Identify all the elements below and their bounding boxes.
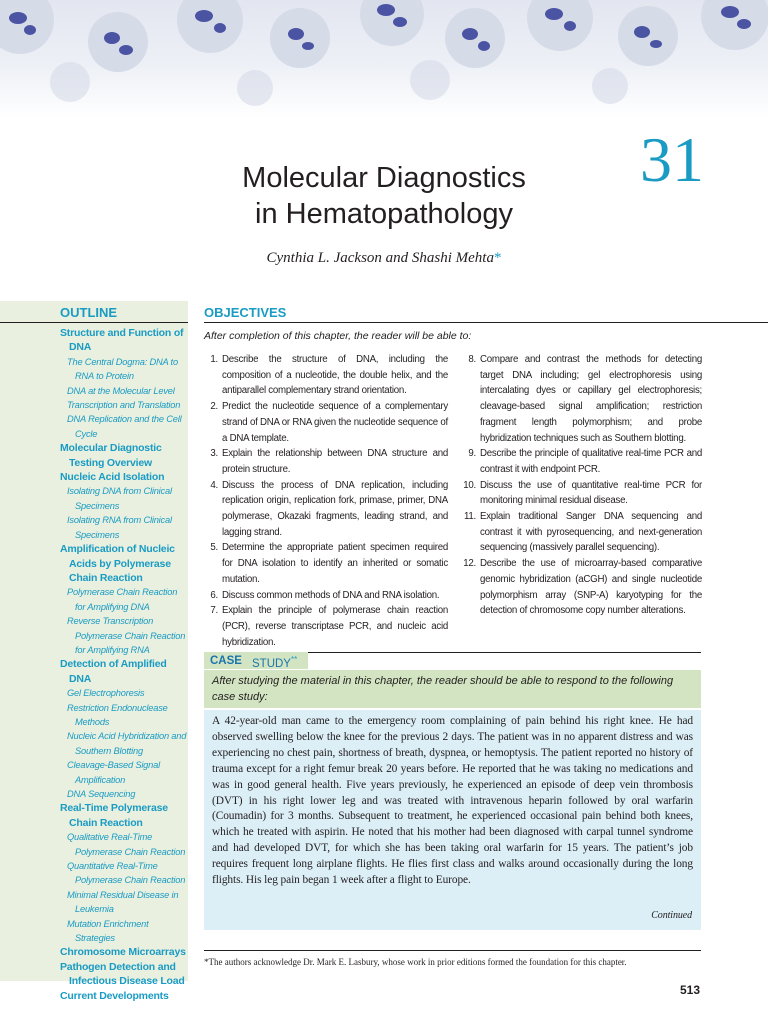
- outline-section: Amplification of Nucleic Acids by Polymerase Chain Reaction: [60, 543, 175, 584]
- chapter-authors: [224, 250, 544, 267]
- author-names: Cynthia L. Jackson and Shashi Mehta: [266, 250, 494, 266]
- objectives-right-column: [458, 352, 702, 619]
- objective-number: 5.: [210, 542, 218, 554]
- blood-cell-banner: [0, 0, 768, 118]
- objective-text: Compare and contrast the methods for detecting target DNA including; gel electrophoresis using intercalating dyes or capillary gel electrophoresis; cleavage-based signal amplification; restriction fragment length polymorphism; and probe hybridization techniques such as Southern blotting.: [480, 354, 702, 444]
- footnote: *The authors acknowledge Dr. Mark E. Lasbury, whose work in prior editions formed the foundation for this chapter.: [204, 957, 627, 967]
- objective-text: Describe the structure of DNA, including the composition of a nucleotide, the double helix, and the antiparallel complementary strand orientation.: [222, 354, 448, 397]
- objective-text: Discuss common methods of DNA and RNA isolation.: [222, 589, 440, 601]
- outline-subsection: Reverse Transcription Polymerase Chain Reaction for Amplifying RNA: [67, 616, 186, 655]
- author-footnote-mark: *: [493, 250, 502, 266]
- outline-subsection: The Central Dogma: DNA to RNA to Protein: [67, 356, 178, 382]
- outline-subsection: Quantitative Real-Time Polymerase Chain Reaction: [67, 861, 186, 886]
- objective-number: 6.: [210, 589, 218, 601]
- objective-number: 4.: [210, 479, 218, 491]
- objective-text: Discuss the use of quantitative real-time PCR for monitoring minimal residual disease.: [480, 479, 702, 507]
- objective-item: [200, 540, 448, 587]
- objective-text: Explain the principle of polymerase chain reaction (PCR), reverse transcriptase PCR, and nucleic acid hybridization.: [222, 605, 448, 648]
- outline-list: [60, 326, 188, 1003]
- outline-subsection: Isolating RNA from Clinical Specimens: [67, 515, 172, 540]
- footnote-rule: [204, 950, 701, 951]
- objective-text: Explain traditional Sanger DNA sequencing and contrast it with pyrosequencing, and next-generation sequencing (massively parallel sequencing).: [480, 511, 702, 554]
- objective-number: 10.: [463, 479, 476, 491]
- objective-text: Discuss the process of DNA replication, including replication origin, replication fork, primase, primer, DNA polymerase, Okazaki fragments, leading strand, and lagging strand.: [222, 479, 448, 538]
- objective-number: 9.: [468, 448, 476, 460]
- objective-number: 11.: [464, 511, 476, 523]
- outline-subsection: Polymerase Chain Reaction for Amplifying DNA: [67, 587, 178, 612]
- case-study-label: [252, 655, 297, 670]
- page-number: 513: [679, 983, 700, 997]
- outline-heading: OUTLINE: [60, 305, 118, 320]
- chapter-number: 31: [640, 124, 704, 195]
- objective-item: [200, 603, 448, 650]
- objective-item: [458, 509, 702, 556]
- case-study-intro: After studying the material in this chapter, the reader should be able to respond to the following case study:: [204, 670, 701, 708]
- objective-item: [200, 352, 448, 399]
- objective-number: 12.: [463, 558, 476, 570]
- objective-item: [458, 446, 702, 477]
- case-study-label-rest: STUDY: [252, 657, 291, 670]
- outline-section: Nucleic Acid Isolation: [60, 471, 165, 484]
- outline-subsection: Mutation Enrichment Strategies: [67, 918, 149, 944]
- objectives-left-column: [200, 352, 448, 650]
- outline-subsection: DNA Sequencing: [67, 789, 136, 799]
- outline-subsection: Minimal Residual Disease in Leukemia: [67, 889, 179, 915]
- case-study-body: [204, 710, 701, 930]
- objective-number: 2.: [210, 401, 218, 413]
- outline-section: Chromosome Microarrays: [60, 946, 186, 959]
- case-study-label-bold: CASE: [210, 655, 242, 667]
- outline-subsection: Qualitative Real-Time Polymerase Chain Reaction: [67, 832, 186, 857]
- outline-section: Structure and Function of DNA: [60, 327, 184, 354]
- outline-subsection: Transcription and Translation: [67, 400, 181, 411]
- objectives-header: [204, 301, 768, 323]
- outline-subsection: DNA Replication and the Cell Cycle: [67, 414, 182, 439]
- objectives-heading: OBJECTIVES: [204, 305, 287, 320]
- objectives-intro: After completion of this chapter, the reader will be able to:: [204, 330, 472, 342]
- objective-text: Describe the principle of qualitative real-time PCR and contrast it with endpoint PCR.: [480, 448, 702, 475]
- outline-subsection: Restriction Endonuclease Methods: [67, 702, 168, 727]
- outline-section: Real-Time Polymerase Chain Reaction: [60, 802, 168, 829]
- outline-subsection: DNA at the Molecular Level: [67, 385, 175, 396]
- outline-section: Current Developments: [60, 989, 169, 1002]
- outline-subsection: Cleavage-Based Signal Amplification: [67, 760, 160, 785]
- objective-number: 7.: [210, 605, 218, 617]
- objective-number: 3.: [210, 448, 218, 460]
- objective-item: [458, 352, 702, 446]
- chapter-title-line1: Molecular Diagnostics: [242, 162, 526, 194]
- objective-item: [200, 399, 448, 446]
- outline-section: Molecular Diagnostic Testing Overview: [60, 442, 162, 469]
- outline-section: Pathogen Detection and Infectious Disease Load: [60, 960, 185, 988]
- outline-header: [0, 301, 188, 323]
- objective-text: Explain the relationship between DNA structure and protein structure.: [222, 448, 448, 475]
- chapter-title: [224, 160, 544, 232]
- objective-text: Predict the nucleotide sequence of a complementary strand of DNA or RNA given the nucleotide sequence of a DNA template.: [222, 401, 448, 444]
- blood-cell-pattern-icon: [0, 0, 768, 118]
- objective-item: [458, 478, 702, 509]
- objective-number: 1.: [210, 354, 218, 365]
- objective-item: [200, 478, 448, 541]
- outline-subsection: Isolating DNA from Clinical Specimens: [67, 486, 172, 511]
- case-study-stars: **: [290, 655, 298, 664]
- case-study-continued: Continued: [651, 910, 692, 922]
- objective-text: Describe the use of microarray-based comparative genomic hybridization (aCGH) and single nucleotide polymorphism array (SNP-A) karyotyping for the detection of chromosome copy number alterations.: [480, 558, 702, 617]
- objective-text: Determine the appropriate patient specimen required for DNA isolation to identify an inherited or somatic mutation.: [222, 542, 448, 585]
- case-study-tab: [204, 652, 308, 669]
- chapter-title-line2: in Hematopathology: [255, 198, 513, 230]
- outline-subsection: Gel Electrophoresis: [67, 688, 145, 699]
- objective-item: [458, 556, 702, 619]
- objective-number: 8.: [468, 354, 476, 365]
- outline-section: Detection of Amplified DNA: [60, 658, 167, 685]
- objective-item: [200, 588, 448, 604]
- objective-item: [200, 446, 448, 477]
- outline-subsection: Nucleic Acid Hybridization and Southern Blotting: [67, 731, 187, 756]
- case-study-text: A 42-year-old man came to the emergency room complaining of pain behind his right knee. He had observed swelling below the knee for the previous 2 days. The patient was in no apparent distress and was experiencing no chest pain, shortness of breath, dyspnea, or hemoptysis. The patient reported no history of trauma except for a right femur break 20 years before. He reported that he was taking no medications and was in good general health. Five years previously, he experienced an episode of deep vein thrombosis (DVT) in his right lower leg and was treated with intravenous heparin followed by oral warfarin (Coumadin) for 3 months. Subsequent to treatment, he experienced occasional pain behind both knees, which he treated with aspirin. He noted that his mother had been diagnosed with carpal tunnel syndrome and had developed DVT, for which she has been taking oral warfarin for 15 years. The patient’s job requires frequent long airplane flights. He flies first class and walks around occasionally during the long flights. His leg pain began 1 week after a flight to Europe.: [212, 715, 693, 887]
